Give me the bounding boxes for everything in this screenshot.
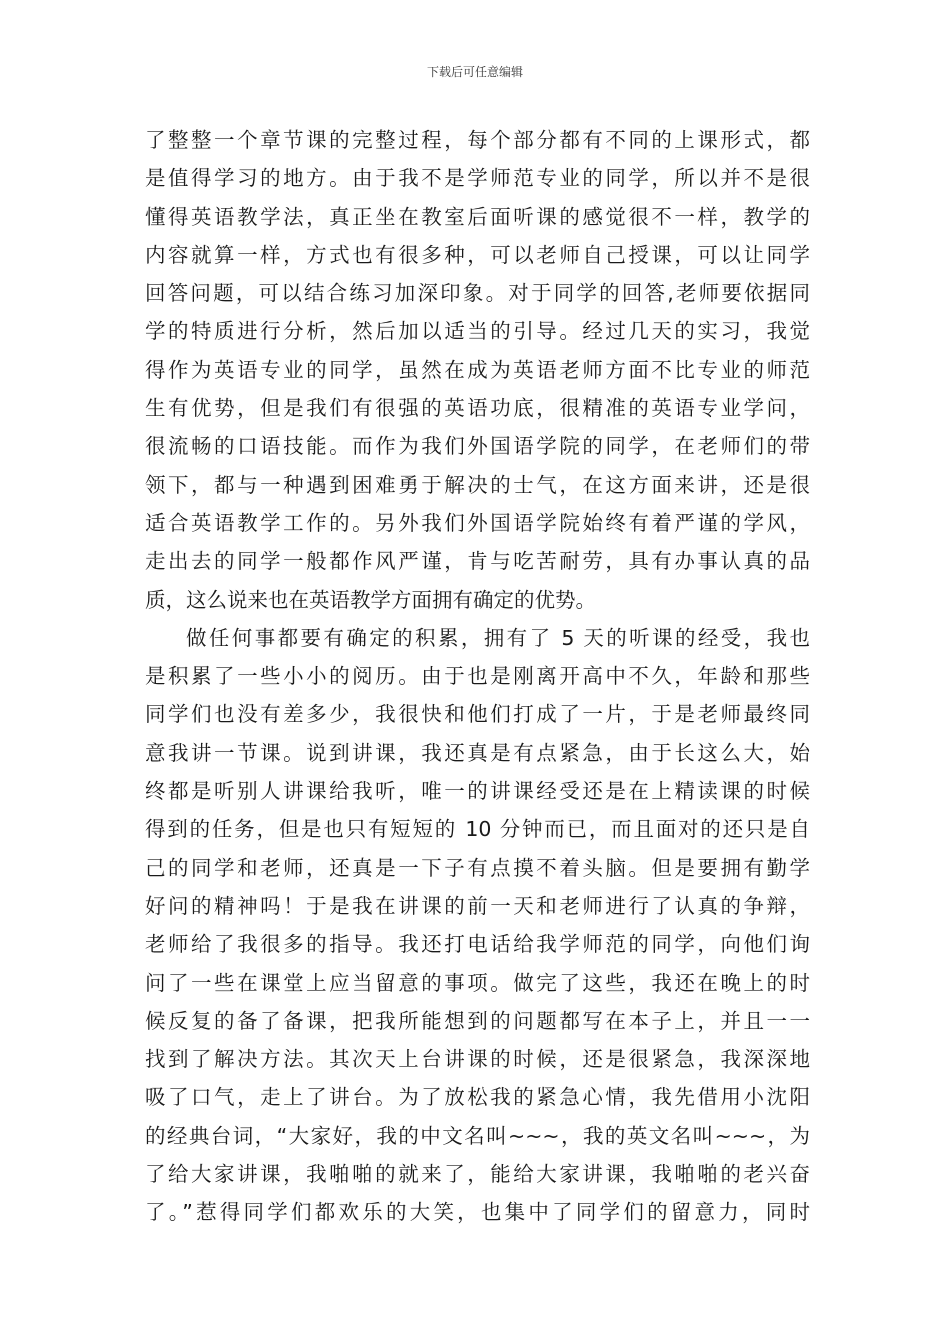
text-line: 老师给了我很多的指导。我还打电话给我学师范的同学，向他们询: [145, 932, 810, 957]
text-line: 是积累了一些小小的阅历。由于也是刚离开高中不久，年龄和那些: [145, 664, 810, 689]
text-line: 学的特质进行分析，然后加以适当的引导。经过几天的实习，我觉: [145, 319, 810, 344]
text-line: 领下，都与一种遇到困难勇于解决的士气，在这方面来讲，还是很: [145, 472, 810, 497]
text-line: 意我讲一节课。说到讲课，我还真是有点紧急，由于长这么大，始: [145, 740, 810, 765]
text-line: 好问的精神吗！于是我在讲课的前一天和老师进行了认真的争辩，: [145, 893, 810, 918]
text-line: 吸了口气，走上了讲台。为了放松我的紧急心情，我先借用小沈阳: [145, 1085, 810, 1110]
text-line: 的经典台词，“大家好，我的中文名叫~~~，我的英文名叫~~~，为: [145, 1123, 810, 1148]
text-line: 了整整一个章节课的完整过程，每个部分都有不同的上课形式，都: [145, 128, 810, 152]
text-line: 是值得学习的地方。由于我不是学师范专业的同学，所以并不是很: [145, 166, 810, 191]
text-line: 候反复的备了备课，把我所能想到的问题都写在本子上，并且一一: [145, 1008, 810, 1033]
text-line: 找到了解决方法。其次天上台讲课的时候，还是很紧急，我深深地: [145, 1047, 810, 1072]
text-line: 走出去的同学一般都作风严谨，肯与吃苦耐劳，具有办事认真的品: [145, 549, 810, 574]
text-line: 得作为英语专业的同学，虽然在成为英语老师方面不比专业的师范: [145, 357, 810, 382]
text-line: 己的同学和老师，还真是一下子有点摸不着头脑。但是要拥有勤学: [145, 855, 810, 880]
text-line: 终都是听别人讲课给我听，唯一的讲课经受还是在上精读课的时候: [145, 779, 810, 804]
text-line: 生有优势，但是我们有很强的英语功底，很精准的英语专业学问，: [145, 396, 810, 421]
page-header: 下载后可任意编辑: [426, 65, 523, 79]
text-line: 做任何事都要有确定的积累，拥有了 5 天的听课的经受，我也: [186, 625, 810, 650]
text-line: 质，这么说来也在英语教学方面拥有确定的优势。: [145, 587, 596, 612]
text-line: 了。”惹得同学们都欢乐的大笑，也集中了同学们的留意力，同时: [145, 1200, 810, 1225]
text-line: 了给大家讲课，我啪啪的就来了，能给大家讲课，我啪啪的老兴奋: [145, 1162, 810, 1187]
paragraph-1: [145, 121, 810, 619]
paragraph-2: [145, 619, 810, 1232]
text-line: 同学们也没有差多少，我很快和他们打成了一片，于是老师最终同: [145, 702, 810, 727]
text-line: 很流畅的口语技能。而作为我们外国语学院的同学，在老师们的带: [145, 434, 810, 459]
text-line: 内容就算一样，方式也有很多种，可以老师自己授课，可以让同学: [145, 242, 810, 267]
text-line: 回答问题，可以结合练习加深印象。对于同学的回答,老师要依据同: [145, 281, 810, 306]
text-line: 问了一些在课堂上应当留意的事项。做完了这些，我还在晚上的时: [145, 970, 810, 995]
text-line: 得到的任务，但是也只有短短的 10 分钟而已，而且面对的还只是自: [145, 817, 810, 842]
text-line: 懂得英语教学法，真正坐在教室后面听课的感觉很不一样，教学的: [145, 204, 810, 229]
document-body: [145, 121, 810, 1232]
text-line: 适合英语教学工作的。另外我们外国语学院始终有着严谨的学风，: [145, 510, 810, 535]
